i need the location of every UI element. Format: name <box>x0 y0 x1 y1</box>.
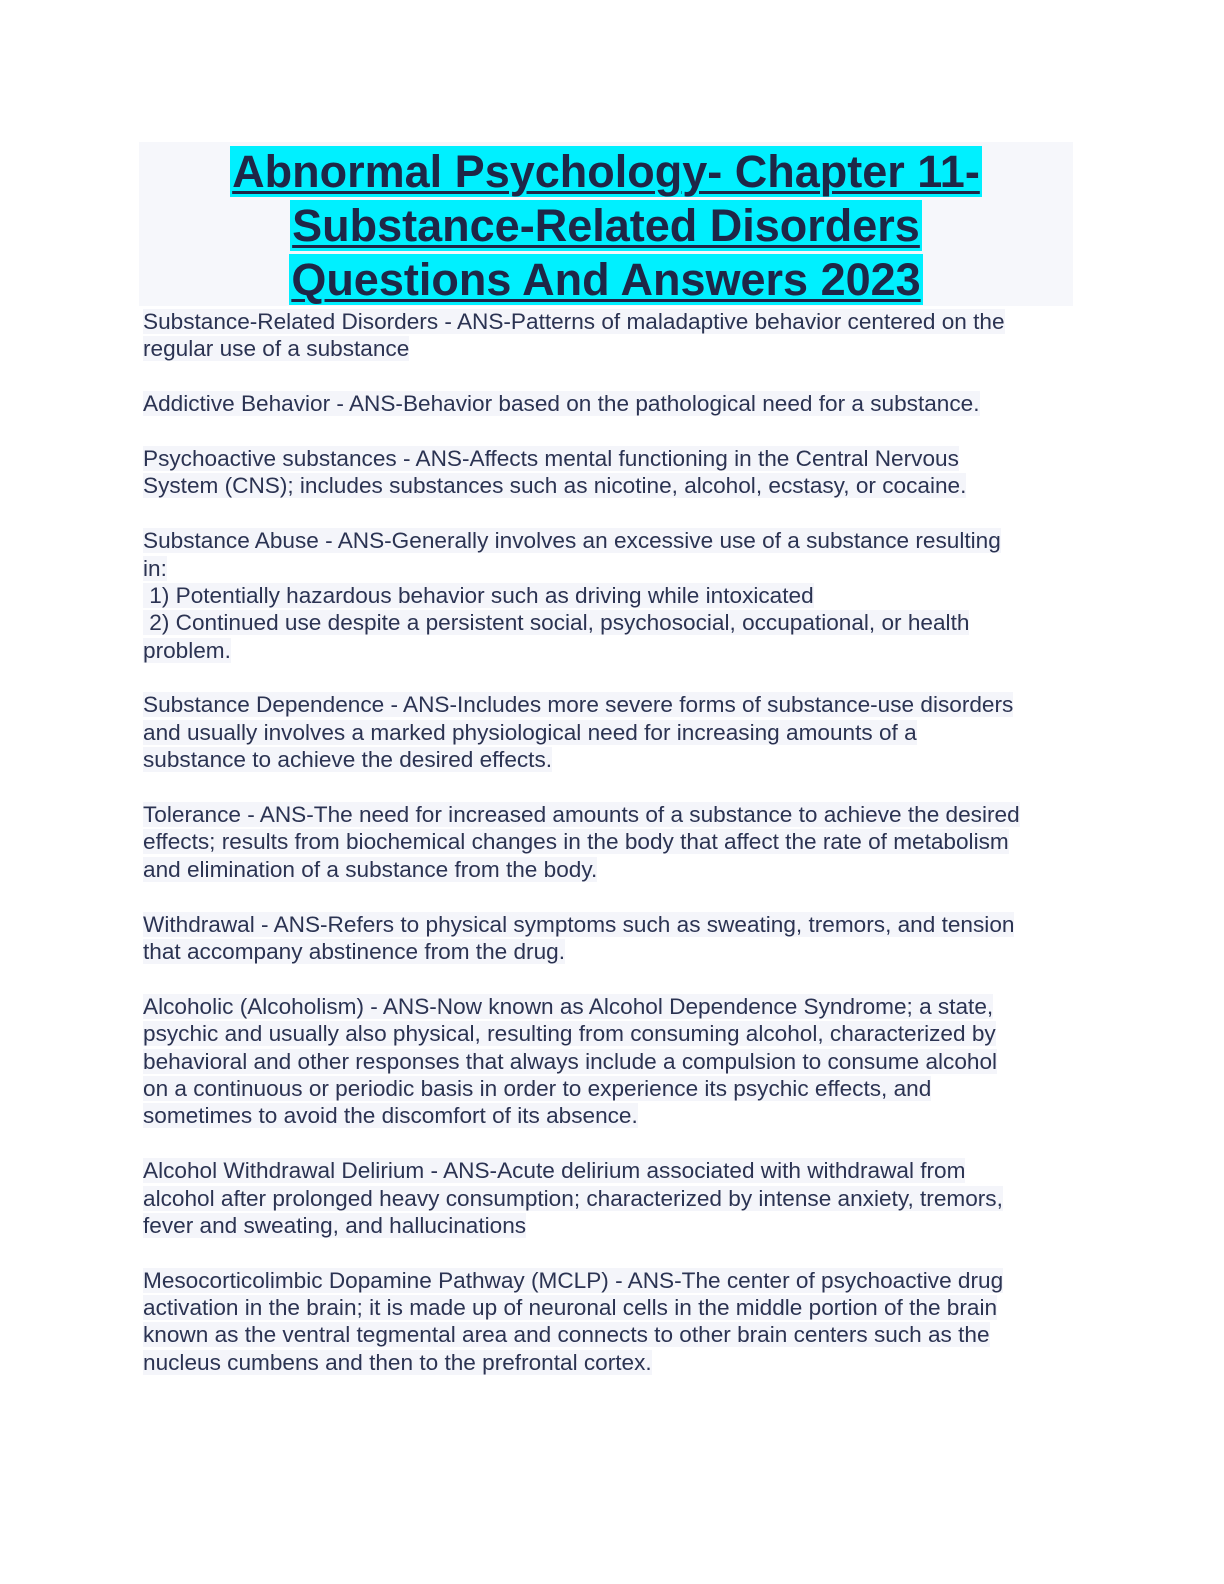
entry-line: nucleus cumbens and then to the prefrontal cortex. <box>143 1349 652 1375</box>
entry-line: Withdrawal - ANS-Refers to physical symptoms such as sweating, tremors, and tension <box>143 911 1015 937</box>
entry-line: and elimination of a substance from the body. <box>143 856 598 882</box>
entry-line: fever and sweating, and hallucinations <box>143 1212 527 1238</box>
entry-line: Psychoactive substances - ANS-Affects mental functioning in the Central Nervous <box>143 445 959 471</box>
entry-line: Mesocorticolimbic Dopamine Pathway (MCLP) - ANS-The center of psychoactive drug <box>143 1267 1004 1293</box>
qa-entries <box>143 308 1073 1376</box>
qa-entry-substance-dependence <box>143 691 1073 773</box>
title-line: Questions And Answers 2023 <box>291 254 921 305</box>
entry-line: Tolerance - ANS-The need for increased amounts of a substance to achieve the desired <box>143 802 1020 828</box>
entry-line: Addictive Behavior - ANS-Behavior based on the pathological need for a substance. <box>143 391 980 417</box>
entry-line: regular use of a substance <box>143 336 410 362</box>
entry-line: Substance-Related Disorders - ANS-Patterns of maladaptive behavior centered on the <box>143 309 1005 334</box>
entry-line: alcohol after prolonged heavy consumption; characterized by intense anxiety, tremors, <box>143 1185 1003 1211</box>
entry-line: Alcoholic (Alcoholism) - ANS-Now known as Alcohol Dependence Syndrome; a state, <box>143 993 994 1019</box>
entry-line: sometimes to avoid the discomfort of its absence. <box>143 1103 638 1129</box>
qa-entry-alcohol-withdrawal-delirium <box>143 1157 1073 1239</box>
qa-entry-substance-abuse <box>143 527 1073 664</box>
entry-line: substance to achieve the desired effects. <box>143 747 553 773</box>
qa-entry-withdrawal <box>143 911 1073 966</box>
entry-line: psychic and usually also physical, resulting from consuming alcohol, characterized by <box>143 1021 996 1047</box>
qa-entry-alcoholic <box>143 993 1073 1130</box>
entry-line: problem. <box>143 637 231 663</box>
entry-line: behavioral and other responses that always include a compulsion to consume alcohol <box>143 1048 998 1074</box>
qa-entry-psychoactive-substances <box>143 445 1073 500</box>
entry-line: 1) Potentially hazardous behavior such as driving while intoxicated <box>143 582 814 608</box>
title-line: Substance-Related Disorders <box>292 200 920 251</box>
entry-line: on a continuous or periodic basis in order to experience its psychic effects, and <box>143 1075 932 1101</box>
entry-line: Alcohol Withdrawal Delirium - ANS-Acute delirium associated with withdrawal from <box>143 1158 966 1184</box>
title-line: Abnormal Psychology- Chapter 11- <box>232 146 980 197</box>
qa-entry-mesocorticolimbic-dopamine-pathway <box>143 1267 1073 1377</box>
qa-entry-substance-related-disorders <box>143 308 1073 363</box>
entry-line: activation in the brain; it is made up of neuronal cells in the middle portion of the brain <box>143 1295 998 1321</box>
entry-line: effects; results from biochemical changes in the body that affect the rate of metabolism <box>143 829 1009 855</box>
document-page <box>143 142 1073 1404</box>
entry-line: that accompany abstinence from the drug. <box>143 938 565 964</box>
document-title <box>139 142 1073 306</box>
entry-line: 2) Continued use despite a persistent social, psychosocial, occupational, or health <box>143 610 970 636</box>
entry-line: in: <box>143 555 167 581</box>
entry-line: Substance Dependence - ANS-Includes more severe forms of substance-use disorders <box>143 692 1014 718</box>
entry-line: and usually involves a marked physiological need for increasing amounts of a <box>143 719 917 745</box>
qa-entry-tolerance <box>143 801 1073 883</box>
entry-line: Substance Abuse - ANS-Generally involves an excessive use of a substance resulting <box>143 528 1001 554</box>
entry-line: System (CNS); includes substances such as nicotine, alcohol, ecstasy, or cocaine. <box>143 473 967 499</box>
entry-line: known as the ventral tegmental area and connects to other brain centers such as the <box>143 1322 990 1348</box>
qa-entry-addictive-behavior <box>143 390 1073 417</box>
